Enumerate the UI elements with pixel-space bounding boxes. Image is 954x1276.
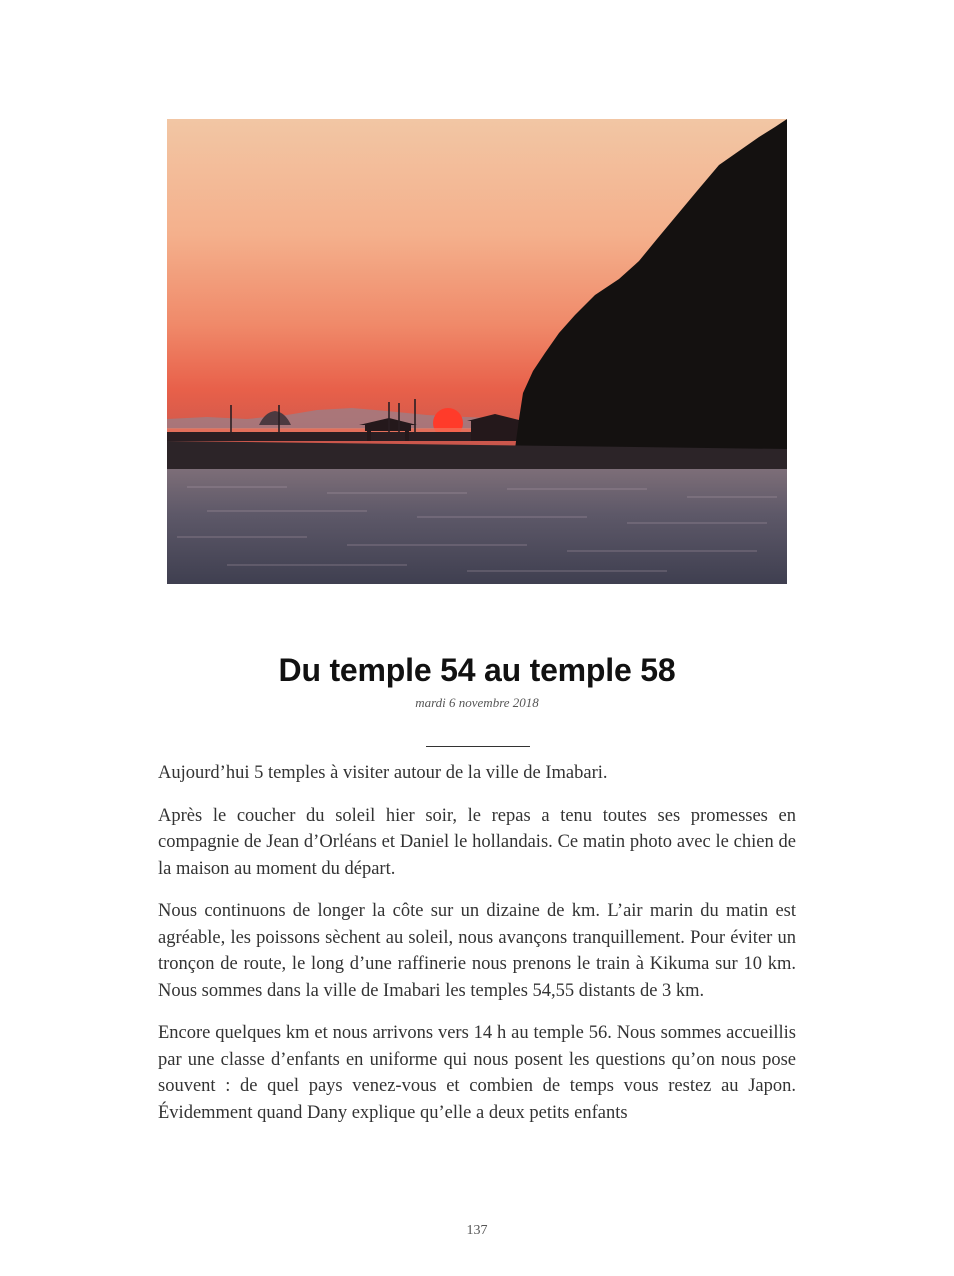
sea xyxy=(167,469,787,584)
page-number: 137 xyxy=(466,1223,488,1238)
paragraph: Aujourd’hui 5 temples à visiter autour de la ville de Imabari. xyxy=(158,763,608,783)
page-title: Du temple 54 au temple 58 xyxy=(278,652,676,688)
sunset-photo xyxy=(167,119,787,584)
paragraph: Encore quelques km et nous arrivons vers 14 h au temple 56. Nous sommes accueillis par une classe d’enfants en uniforme qui nous posent les questions qu’on nous pose souvent : de quel pays venez-vous et combien de temps vous restez au Japon. Évidemment quand Dany explique qu’elle a deux petits enfants xyxy=(158,1023,796,1123)
paragraph: Après le coucher du soleil hier soir, le repas a tenu toutes ses promesses en compagnie de Jean d’Orléans et Daniel le hollandais. Ce matin photo avec le chien de la maison au moment du départ. xyxy=(158,805,796,879)
article-date: mardi 6 novembre 2018 xyxy=(415,695,539,710)
breakwater xyxy=(167,432,517,441)
article-body xyxy=(158,760,796,1142)
separator-rule xyxy=(426,746,530,747)
paragraph: Nous continuons de longer la côte sur un dizaine de km. L’air marin du matin est agréable, les poissons sèchent au soleil, nous avançons tranquillement. Pour éviter un tronçon de route, le long d’une raffinerie nous prenons le train à Kikuma sur 10 km. Nous sommes dans la ville de Imabari les temples 54,55 distants de 3 km. xyxy=(158,901,796,1001)
